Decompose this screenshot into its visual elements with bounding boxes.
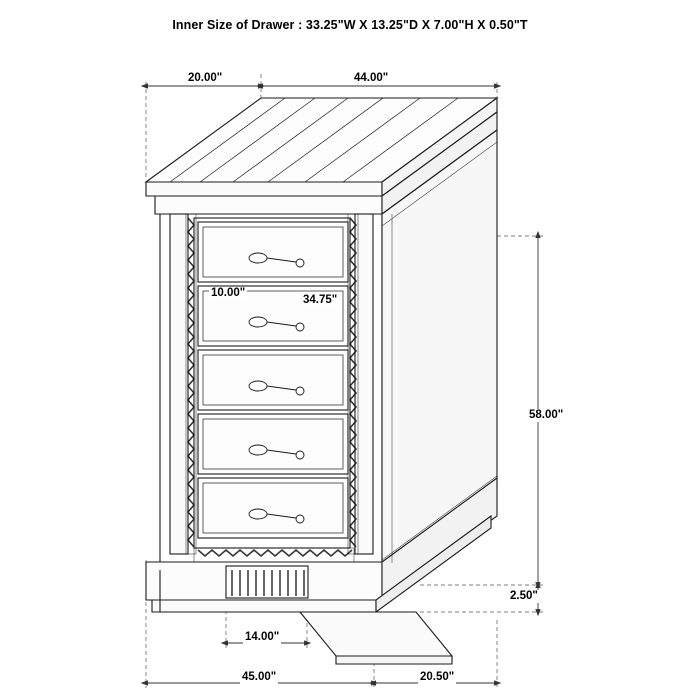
dim-drawer-height: 10.00" [211,287,246,299]
chest-outline [146,98,497,664]
dim-top-depth: 20.00" [188,72,223,84]
dim-overall-depth: 20.50" [420,671,455,683]
drawer-fronts [198,222,348,538]
dim-top-width: 44.00" [354,72,389,84]
dim-overall-height: 58.00" [529,409,564,421]
dim-overall-width: 45.00" [242,671,277,683]
page-title: Inner Size of Drawer : 33.25"W X 13.25"D X 7.00"H X 0.50"T [172,18,528,32]
dim-base-height: 2.50" [510,590,538,602]
dim-base-inset: 14.00" [245,631,280,643]
dim-drawer-width: 34.75" [303,294,338,306]
